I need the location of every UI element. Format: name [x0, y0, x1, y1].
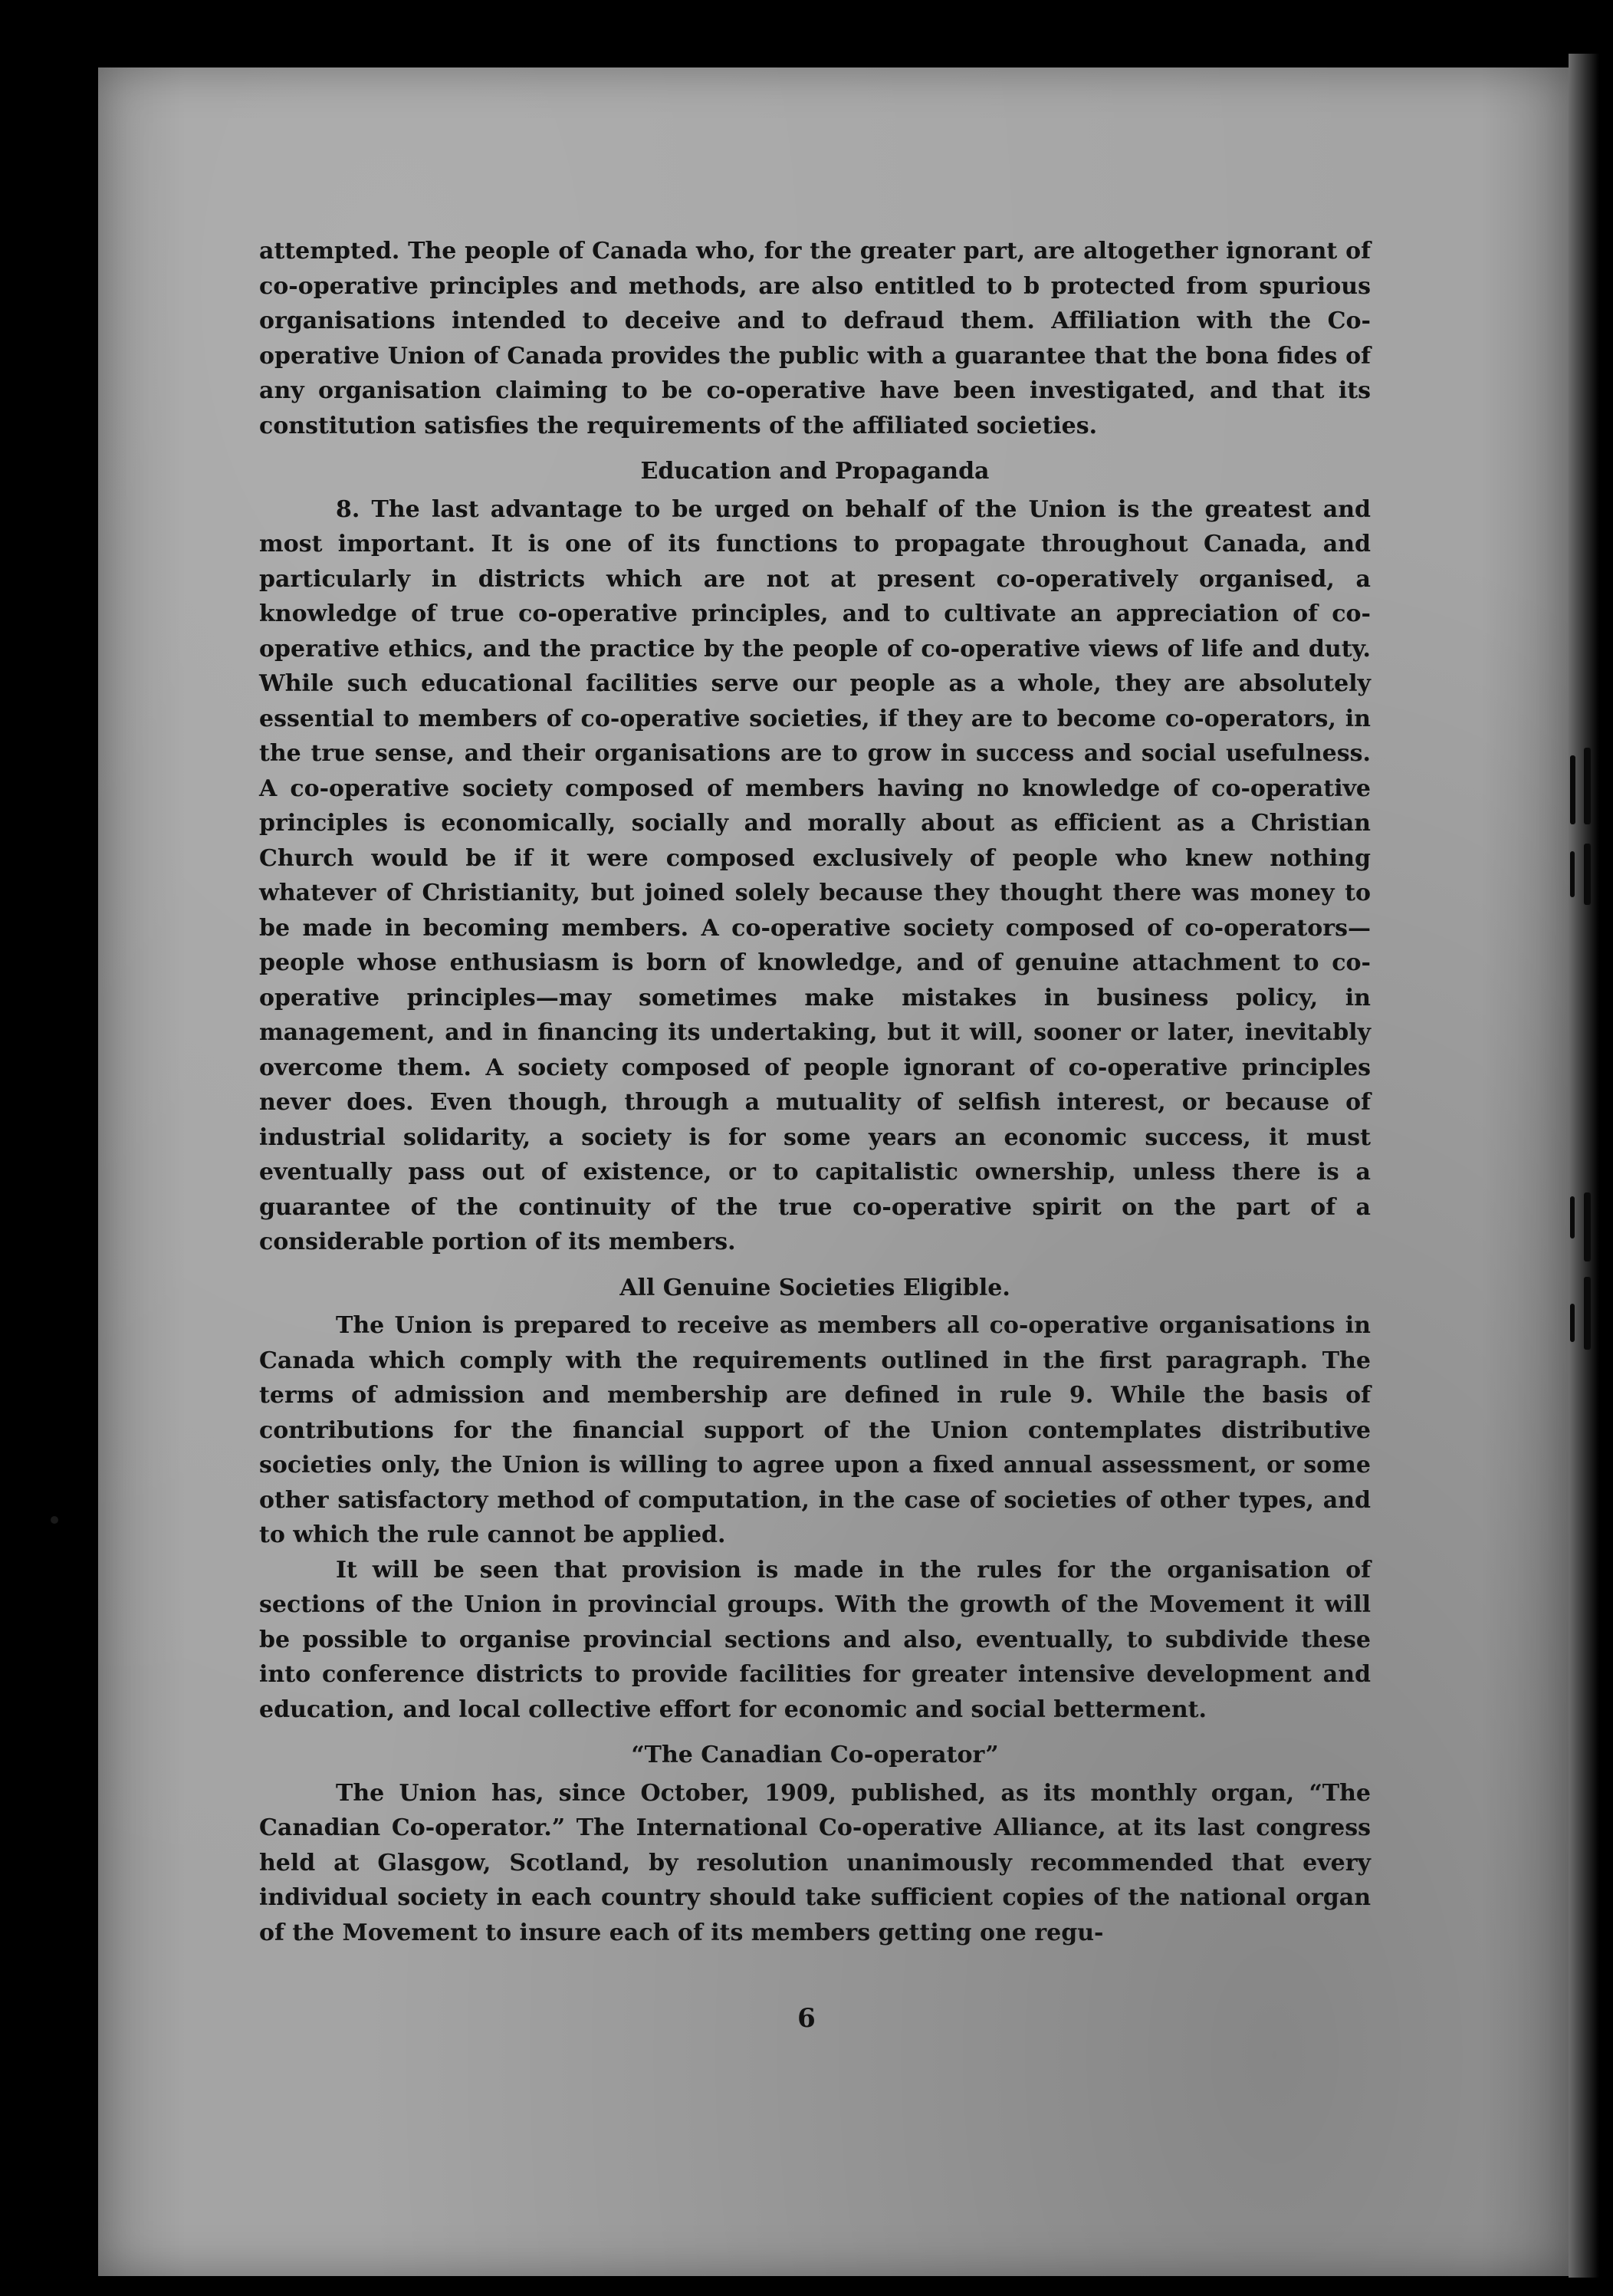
paragraph-continuation: attempted. The people of Canada who, for the greater part, are altogether ignorant of co-operative principles and methods, are also entitled to b protected from spurious organisations intended to deceive and to defraud them. Affiliation with the Co-operative Union of Canada provides the public with a guarantee that the bona fides of any organisation claiming to be co-operative have been investigated, and that its constitution satisfies the requirements of the affiliated societies. [259, 238, 1371, 439]
scan-mark [1584, 748, 1591, 824]
scan-mark [1584, 1192, 1591, 1261]
paragraph-education: 8. The last advantage to be urged on behalf of the Union is the greatest and most important. It is one of its functions to propagate throughout Canada, and particularly in districts which are not at present co-operatively organised, a knowledge of true co-operative principles, and to cultivate an appreciation of co-operative ethics, and the practice by the people of co-operative views of life and duty. While such educational facilities serve our people as a whole, they are absolutely essential to members of co-operative societies, if they are to become co-operators, in the true sense, and their organisations are to grow in success and social usefulness. A co-operative society composed of members having no knowledge of co-operative principles is economically, socially and morally about as efficient as a Christian Church would be if it were composed exclusively of people who knew nothing whatever of Christianity, but joined solely because they thought there was money to be made in becoming members. A co-operative society composed of co-operators—people whose enthusiasm is born of knowledge, and of genuine attachment to co-operative principles—may sometimes make mistakes in business policy, in management, and in financing its undertaking, but it will, sooner or later, inevitably overcome them. A society composed of people ignorant of co-operative principles never does. Even though, through a mutuality of selfish interest, or because of industrial solidarity, a society is for some years an economic success, it must eventually pass out of existence, or to capitalistic ownership, unless there is a guarantee of the continuity of the true co-operative spirit on the part of a considerable portion of its members. [259, 495, 1371, 1255]
scan-mark [1584, 1277, 1591, 1350]
scan-mark [1570, 851, 1575, 897]
scan-speck [51, 1516, 58, 1524]
paragraph-monthly-organ: The Union has, since October, 1909, published, as its monthly organ, “The Canadian Co-operator.” The International Co-operative Alliance, at its last congress held at Glasgow, Scotland, by resolution unanimously recommended that every individual society in each country should take sufficient copies of the national organ of the Movement to insure each of its members getting one regu- [259, 1779, 1371, 1946]
heading-education-and-propaganda: Education and Propaganda [640, 458, 990, 485]
paragraph-membership: The Union is prepared to receive as members all co-operative organisations in Canada which comply with the requirements outlined in the first paragraph. The terms of admission and membership are defined in rule 9. While the basis of contributions for the financial support of the Union contemplates distributive societies only, the Union is willing to agree upon a fixed annual assessment, or some other satisfactory method of computation, in the case of societies of other types, and to which the rule cannot be applied. [259, 1312, 1371, 1548]
page-body [259, 234, 1371, 1950]
paragraph-provincial-groups: It will be seen that provision is made in the rules for the organisation of sections of the Union in provincial groups. With the growth of the Movement it will be possible to organise provincial sections and also, eventually, to subdivide these into conference districts to provide facilities for greater intensive development and education, and local collective effort for economic and social betterment. [259, 1556, 1371, 1723]
book-spine [1569, 54, 1599, 2278]
scan-mark [1570, 755, 1575, 824]
scan-mark [1584, 844, 1591, 905]
scan-mark [1570, 1196, 1575, 1238]
heading-all-genuine-societies: All Genuine Societies Eligible. [619, 1274, 1010, 1301]
page-number: 6 [797, 2003, 816, 2034]
heading-canadian-co-operator: “The Canadian Co-operator” [631, 1742, 999, 1768]
scan-mark [1570, 1304, 1575, 1342]
